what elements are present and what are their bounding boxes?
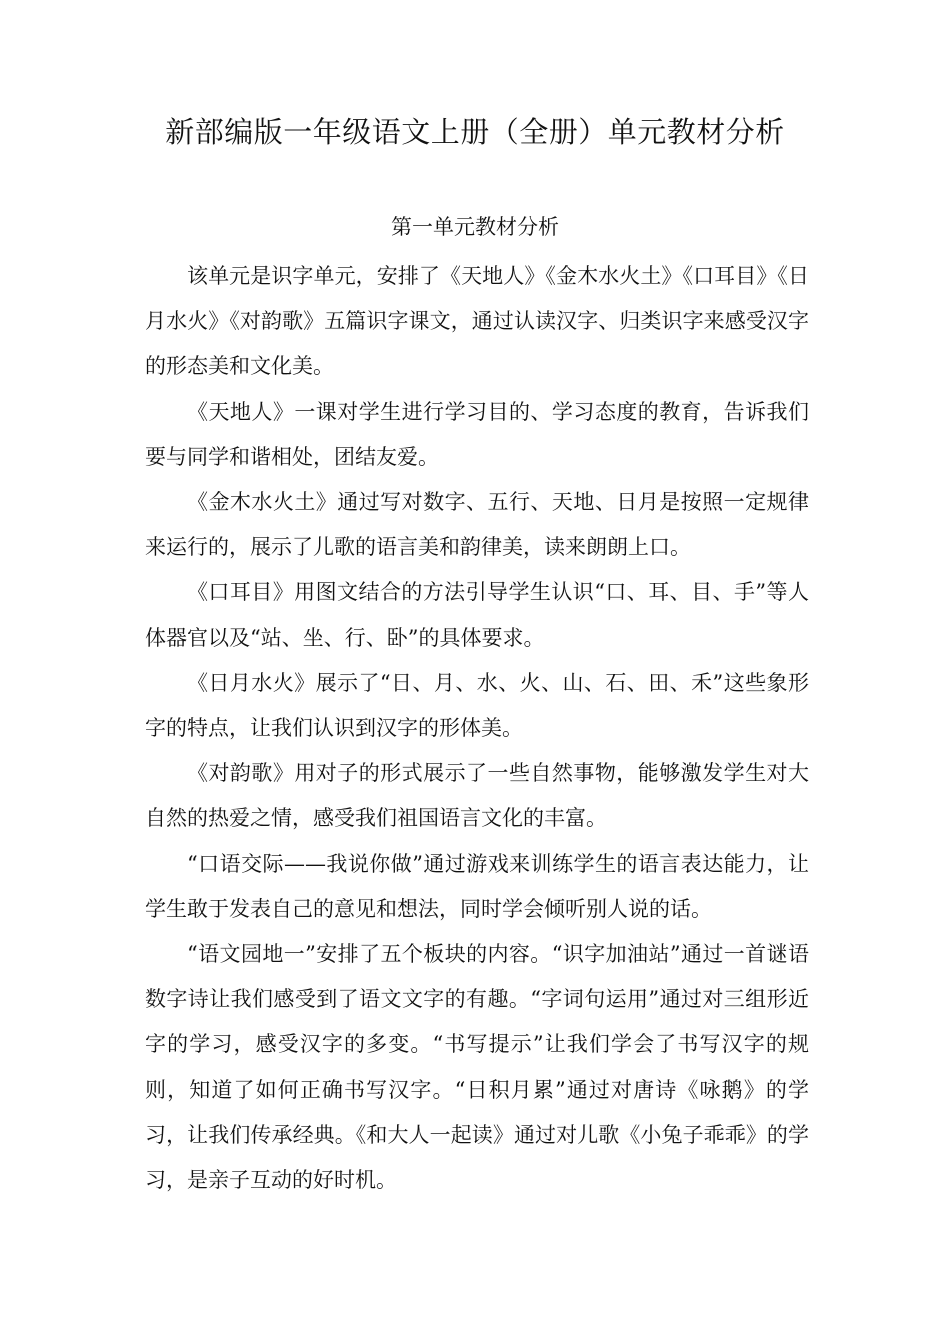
- document-title: 新部编版一年级语文上册（全册）单元教材分析: [165, 115, 785, 149]
- paragraph-kou-er-mu: 《口耳目》用图文结合的方法引导学生认识“口、耳、目、手”等人体器官以及“站、坐、行、卧”的具体要求。: [145, 580, 809, 650]
- paragraph-language-garden: “语文园地一”安排了五个板块的内容。“识字加油站”通过一首谜语数字诗让我们感受到了语文文字的有趣。“字词句运用”通过对三组形近字的学习，感受汉字的多变。“书写提示”让我们学会了书写汉字的规则，知道了如何正确书写汉字。“日积月累”通过对唐诗《咏鹅》的学习，让我们传承经典。《和大人一起读》通过对儿歌《小兔子乖乖》的学习，是亲子互动的好时机。: [145, 942, 809, 1193]
- document-body: [145, 254, 809, 1203]
- section-title: 第一单元教材分析: [391, 215, 559, 239]
- paragraph-oral-communication: “口语交际——我说你做”通过游戏来训练学生的语言表达能力，让学生敢于发表自己的意见和想法，同时学会倾听别人说的话。: [145, 851, 809, 921]
- paragraph-tian-di-ren: 《天地人》一课对学生进行学习目的、学习态度的教育，告诉我们要与同学和谐相处，团结友爱。: [145, 399, 809, 469]
- paragraph-unit-overview: 该单元是识字单元，安排了《天地人》《金木水火土》《口耳目》《日月水火》《对韵歌》五篇识字课文，通过认读汉字、归类识字来感受汉字的形态美和文化美。: [145, 264, 809, 379]
- paragraph-jin-mu-shui-huo-tu: 《金木水火土》通过写对数字、五行、天地、日月是按照一定规律来运行的，展示了儿歌的语言美和韵律美，读来朗朗上口。: [145, 490, 809, 560]
- paragraph-ri-yue-shui-huo: 《日月水火》展示了“日、月、水、火、山、石、田、禾”这些象形字的特点，让我们认识到汉字的形体美。: [145, 670, 809, 741]
- paragraph-dui-yun-ge: 《对韵歌》用对子的形式展示了一些自然事物，能够激发学生对大自然的热爱之情，感受我们祖国语言文化的丰富。: [145, 761, 809, 831]
